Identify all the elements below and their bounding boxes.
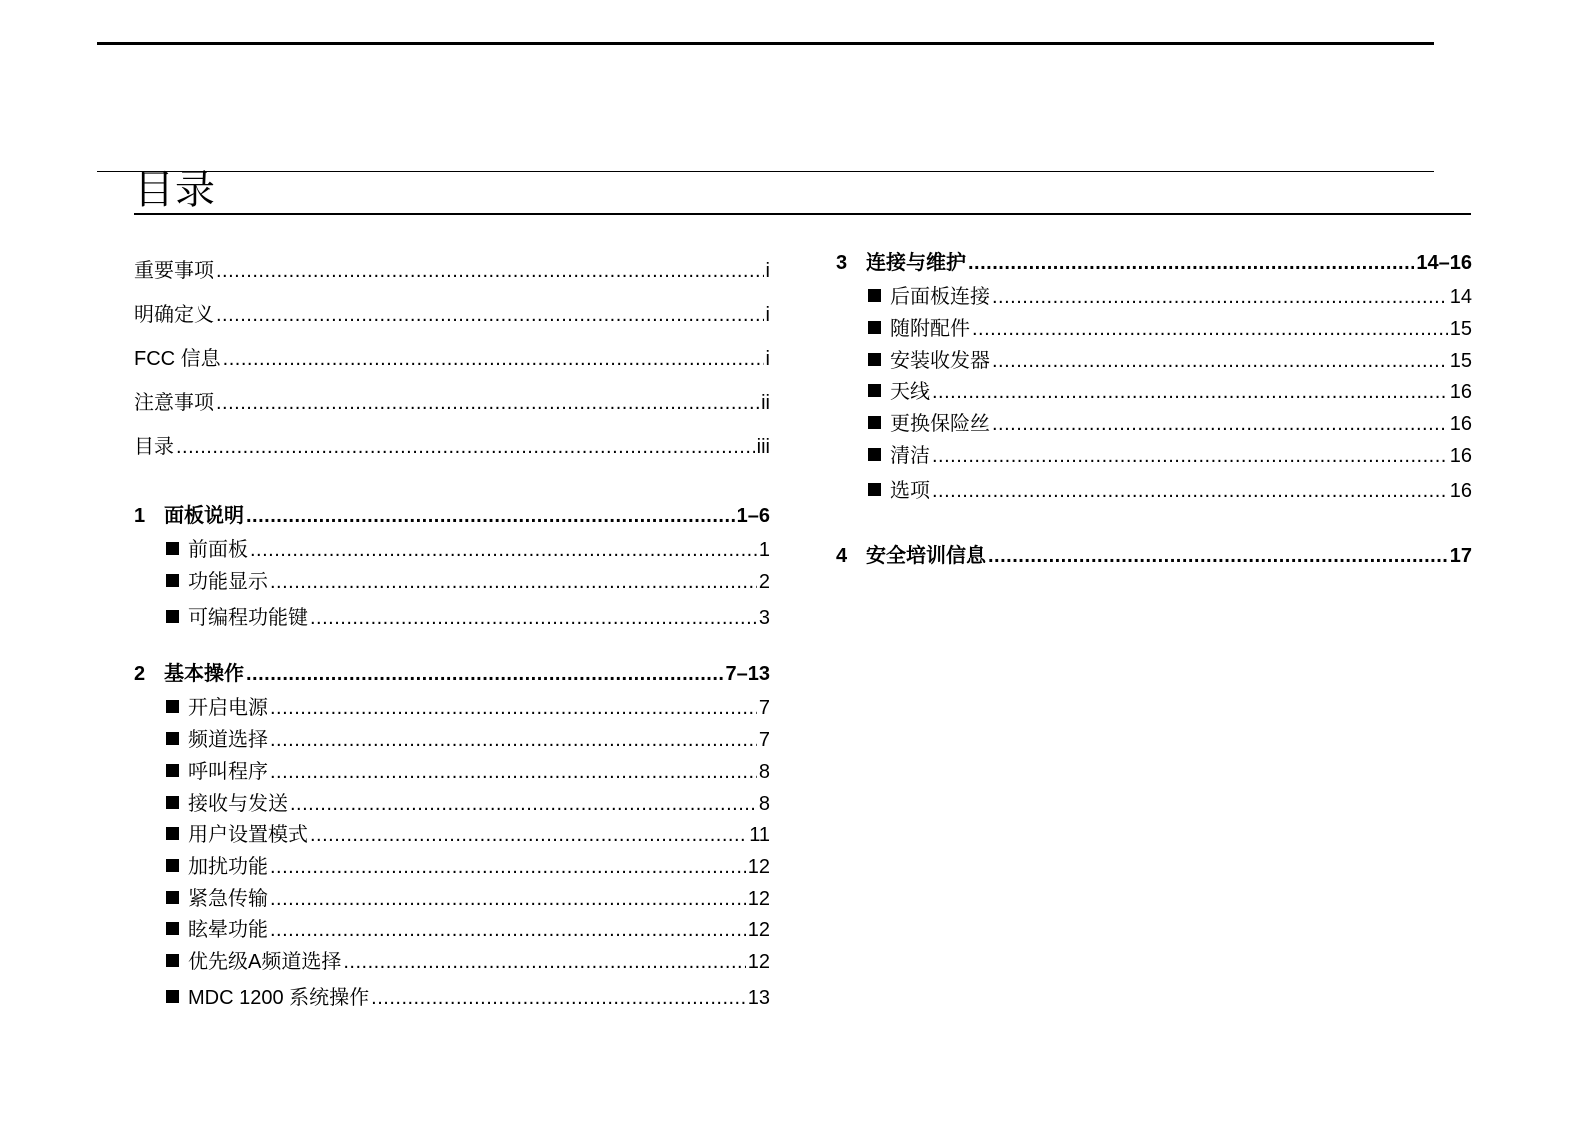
square-bullet-icon [868,448,881,461]
subentry-page: 16 [1449,480,1472,502]
subentry-label: 用户设置模式 [188,824,308,846]
square-bullet-icon [166,764,179,777]
subentry-label: 加扰功能 [188,856,268,878]
subentry-page: 15 [1449,350,1472,372]
subentry-page: 8 [758,761,770,783]
section-number: 4 [836,545,848,567]
toc-subentry[interactable] [134,985,770,1011]
subentry-page: 16 [1449,381,1472,403]
subentry-label: 紧急传输 [188,888,268,910]
leader-dots [270,854,746,880]
section-label: 安全培训信息 [866,545,986,567]
toc-entry-page: i [765,348,770,370]
subentry-page: 12 [747,856,770,878]
subentry-label: 开启电源 [188,697,268,719]
toc-section-2[interactable] [134,661,770,687]
leader-dots [270,759,757,785]
toc-section-3[interactable] [836,250,1472,276]
toc-entry-page: i [765,260,770,282]
leader-dots [246,503,735,529]
header-rule-top [97,42,1434,45]
toc-subentry[interactable] [836,284,1472,310]
subentry-label: 天线 [890,381,930,403]
leader-dots [972,316,1448,342]
square-bullet-icon [868,321,881,334]
square-bullet-icon [166,990,179,1003]
subentry-label: 随附配件 [890,318,970,340]
section-page: 17 [1449,545,1472,567]
square-bullet-icon [166,574,179,587]
square-bullet-icon [868,353,881,366]
toc-subentry[interactable] [836,443,1472,469]
subentry-page: 13 [747,987,770,1009]
square-bullet-icon [868,416,881,429]
subentry-page: 12 [747,919,770,941]
leader-dots [216,258,764,284]
leader-dots [932,478,1448,504]
leader-dots [992,348,1448,374]
subentry-label: 可编程功能键 [188,607,308,629]
toc-entry[interactable] [134,346,770,372]
toc-subentry[interactable] [134,695,770,721]
leader-dots [270,917,746,943]
leader-dots [310,822,747,848]
toc-entry-label: 注意事项 [134,392,214,414]
subentry-page: 12 [747,888,770,910]
toc-entry-label: FCC 信息 [134,348,221,370]
section-number: 2 [134,663,146,685]
leader-dots [290,791,757,817]
leader-dots [246,661,724,687]
leader-dots [223,346,764,372]
square-bullet-icon [166,542,179,555]
subentry-label: 后面板连接 [890,286,990,308]
subentry-label: 眩晕功能 [188,919,268,941]
subentry-label: 安装收发器 [890,350,990,372]
section-label: 面板说明 [164,505,244,527]
page-title: 目录 [134,168,216,212]
leader-dots [932,443,1448,469]
subentry-page: 12 [747,951,770,973]
square-bullet-icon [868,384,881,397]
toc-entry[interactable] [134,390,770,416]
toc-entry[interactable] [134,434,770,460]
square-bullet-icon [166,827,179,840]
subentry-label: 频道选择 [188,729,268,751]
leader-dots [968,250,1414,276]
subentry-page: 8 [758,793,770,815]
section-number: 3 [836,252,848,274]
header-rule-middle [97,171,1434,172]
toc-subentry[interactable] [836,478,1472,504]
toc-subentry[interactable] [836,411,1472,437]
toc-entry[interactable] [134,258,770,284]
title-underline [134,213,1471,215]
subentry-label: 前面板 [188,539,248,561]
leader-dots [371,985,746,1011]
square-bullet-icon [166,796,179,809]
leader-dots [310,605,757,631]
subentry-label: MDC 1200 系统操作 [188,987,370,1009]
leader-dots [270,727,757,753]
toc-entry[interactable] [134,302,770,328]
toc-subentry[interactable] [134,822,770,848]
section-page: 7–13 [725,663,770,685]
toc-subentry[interactable] [134,886,770,912]
toc-subentry[interactable] [134,727,770,753]
square-bullet-icon [166,891,179,904]
toc-entry-page: ii [761,392,770,414]
section-number: 1 [134,505,146,527]
leader-dots [270,695,757,721]
subentry-page: 2 [758,571,770,593]
square-bullet-icon [166,859,179,872]
square-bullet-icon [166,922,179,935]
square-bullet-icon [166,610,179,623]
section-label: 基本操作 [164,663,244,685]
subentry-label: 接收与发送 [188,793,288,815]
toc-section-1[interactable] [134,503,770,529]
subentry-page: 7 [758,729,770,751]
square-bullet-icon [868,289,881,302]
subentry-page: 3 [758,607,770,629]
leader-dots [992,411,1448,437]
toc-entry-page: i [765,304,770,326]
toc-subentry[interactable] [134,569,770,595]
subentry-page: 1 [758,539,770,561]
subentry-label: 更换保险丝 [890,413,990,435]
toc-subentry[interactable] [134,605,770,631]
toc-subentry[interactable] [134,949,770,975]
toc-entry-label: 明确定义 [134,304,214,326]
section-label: 连接与维护 [866,252,966,274]
toc-subentry[interactable] [134,759,770,785]
subentry-page: 7 [758,697,770,719]
subentry-label: 呼叫程序 [188,761,268,783]
leader-dots [216,390,759,416]
square-bullet-icon [166,954,179,967]
subentry-page: 16 [1449,413,1472,435]
leader-dots [992,284,1448,310]
leader-dots [932,379,1448,405]
toc-entry-label: 目录 [134,436,174,458]
subentry-label: 优先级A频道选择 [188,951,342,973]
leader-dots [270,569,757,595]
toc-entry-page: iii [756,436,770,458]
leader-dots [176,434,755,460]
subentry-page: 14 [1449,286,1472,308]
leader-dots [250,537,757,563]
leader-dots [343,949,745,975]
toc-subentry[interactable] [134,791,770,817]
toc-subentry[interactable] [836,379,1472,405]
square-bullet-icon [166,732,179,745]
toc-subentry[interactable] [836,348,1472,374]
toc-entry-label: 重要事项 [134,260,214,282]
section-page: 14–16 [1416,252,1472,274]
toc-section-4[interactable] [836,543,1472,569]
subentry-page: 16 [1449,445,1472,467]
square-bullet-icon [868,483,881,496]
toc-subentry[interactable] [134,537,770,563]
section-page: 1–6 [736,505,770,527]
toc-subentry[interactable] [134,917,770,943]
subentry-page: 11 [749,824,770,846]
subentry-label: 功能显示 [188,571,268,593]
leader-dots [216,302,764,328]
subentry-label: 清洁 [890,445,930,467]
subentry-label: 选项 [890,480,930,502]
leader-dots [270,886,746,912]
subentry-page: 15 [1449,318,1472,340]
leader-dots [988,543,1448,569]
square-bullet-icon [166,700,179,713]
toc-subentry[interactable] [836,316,1472,342]
toc-subentry[interactable] [134,854,770,880]
